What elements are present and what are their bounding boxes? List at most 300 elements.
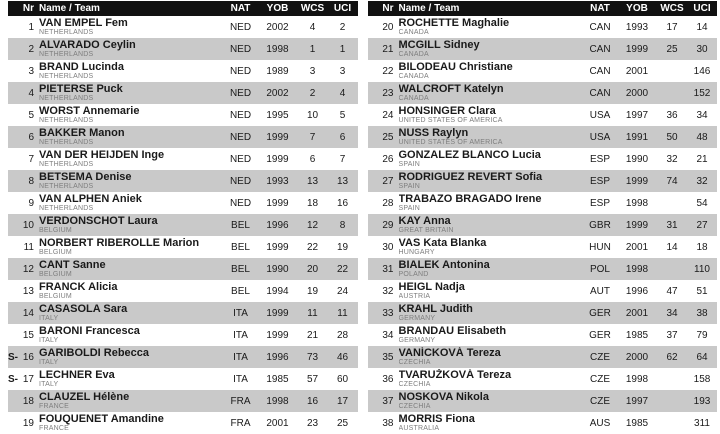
rider-name: VAN DER HEIJDEN Inge (39, 149, 165, 161)
rider-name-cell (394, 237, 584, 257)
table-row (8, 60, 358, 82)
rider-wcs-rank: 23 (306, 417, 319, 429)
rider-uci-rank: 27 (696, 219, 708, 231)
rider-wcs-rank: 36 (666, 109, 678, 121)
rider-uci-rank: 5 (339, 109, 346, 121)
rider-wcs-rank: 6 (309, 153, 316, 165)
rider-team: NETHERLANDS (39, 29, 94, 36)
rider-uci-rank: 64 (696, 351, 708, 363)
rider-uci-rank: 193 (693, 395, 711, 407)
rider-number-cell (8, 198, 34, 209)
rider-number-cell (8, 154, 34, 165)
start-list-table-left (8, 1, 358, 434)
rider-team: BELGIUM (39, 249, 72, 256)
rider-name: RODRIGUEZ REVERT Sofia (398, 171, 543, 183)
rider-number: 9 (28, 197, 34, 209)
rider-nationality: BEL (231, 219, 250, 231)
rider-uci-rank: 8 (339, 219, 346, 231)
rider-name: ROCHETTE Maghalie (398, 17, 510, 29)
rider-name-cell (394, 61, 584, 81)
rider-uci-rank: 11 (337, 307, 348, 319)
rider-name: HEIGL Nadja (398, 281, 465, 293)
rider-nationality: ESP (589, 153, 610, 165)
rider-uci-rank: 22 (336, 263, 349, 275)
rider-name-cell (394, 127, 584, 147)
rider-wcs-rank: 31 (666, 219, 678, 231)
rider-number-cell (8, 418, 34, 429)
rider-number: 34 (382, 329, 394, 341)
table-row (8, 126, 358, 148)
rider-number-cell (368, 308, 394, 319)
rider-name: BARONI Francesca (39, 325, 140, 337)
rider-year-of-birth: 1996 (625, 285, 649, 297)
rider-nationality: NED (229, 87, 252, 99)
rider-number: 36 (382, 373, 394, 385)
rider-wcs-rank: 2 (309, 87, 316, 99)
rider-wcs-rank: 11 (307, 307, 318, 319)
table-row (8, 280, 358, 302)
rider-number-cell (8, 88, 34, 99)
rider-name: MCGILL Sidney (398, 39, 480, 51)
rider-team: NETHERLANDS (39, 95, 94, 102)
rider-number: 35 (382, 351, 394, 363)
rider-number: 11 (23, 241, 34, 253)
rider-number: 29 (382, 219, 394, 231)
rider-team: NETHERLANDS (39, 51, 94, 58)
table-row (368, 280, 718, 302)
rider-team: CANADA (398, 73, 429, 80)
rider-number-cell (368, 286, 394, 297)
rider-uci-rank: 21 (696, 153, 708, 165)
rider-uci-rank: 17 (336, 395, 349, 407)
rider-name: HONSINGER Clara (398, 105, 496, 117)
rider-wcs-rank: 3 (309, 65, 316, 77)
rider-year-of-birth: 2001 (625, 241, 649, 253)
rider-name: FOUQUENET Amandine (39, 413, 164, 425)
rider-team: BELGIUM (39, 293, 72, 300)
rider-name-cell (34, 193, 224, 213)
rider-wcs-rank: 57 (306, 373, 319, 385)
rider-nationality: CZE (590, 373, 610, 385)
rider-uci-rank: 6 (339, 131, 346, 143)
rider-name: TRABAZO BRAGADO Irene (398, 193, 542, 205)
rider-uci-rank: 146 (693, 65, 711, 77)
rider-name: TVARUŽKOVÁ Tereza (398, 369, 512, 381)
rider-name-cell (34, 237, 224, 257)
table-row (8, 258, 358, 280)
rider-uci-rank: 158 (693, 373, 711, 385)
rider-name-cell (394, 281, 584, 301)
rider-nationality: AUT (590, 285, 610, 297)
rider-team: AUSTRALIA (398, 425, 440, 432)
rider-year-of-birth: 1994 (266, 285, 289, 297)
rider-name-cell (394, 325, 584, 345)
table-row (368, 390, 718, 412)
rider-name: KRAHL Judith (398, 303, 473, 315)
rider-number-cell (368, 176, 394, 187)
header-uci: UCI (693, 3, 711, 14)
rider-year-of-birth: 2001 (266, 417, 289, 429)
rider-team: CZECHIA (398, 381, 431, 388)
rider-number-cell (368, 396, 394, 407)
table-row (368, 104, 718, 126)
rider-year-of-birth: 1999 (266, 153, 289, 165)
rider-uci-rank: 38 (696, 307, 708, 319)
rider-name: LECHNER Eva (39, 369, 115, 381)
rider-year-of-birth: 1999 (625, 219, 649, 231)
rider-year-of-birth: 1993 (266, 175, 289, 187)
header-nat: NAT (230, 3, 251, 14)
rider-number: 12 (22, 263, 34, 275)
rider-nationality: NED (229, 131, 252, 143)
rider-number: 16 (22, 351, 34, 363)
rider-year-of-birth: 1991 (625, 131, 649, 143)
header-name-team: Name / Team (39, 3, 100, 14)
rider-wcs-rank: 20 (306, 263, 319, 275)
rider-team: GERMANY (398, 337, 436, 344)
rider-name: NOSKOVA Nikola (398, 391, 489, 403)
rider-number-cell (8, 396, 34, 407)
rider-team: ITALY (39, 315, 59, 322)
rider-uci-rank: 79 (696, 329, 708, 341)
rider-name: VAN EMPEL Fem (39, 17, 128, 29)
rider-number: 32 (382, 285, 394, 297)
rider-year-of-birth: 1985 (625, 329, 649, 341)
table-row (368, 60, 718, 82)
rider-name-cell (34, 259, 224, 279)
rider-uci-rank: 25 (336, 417, 349, 429)
rider-nationality: GER (589, 329, 611, 341)
rider-number-cell (368, 44, 394, 55)
rider-year-of-birth: 2000 (625, 351, 649, 363)
rider-year-of-birth: 1999 (625, 43, 649, 55)
header-nat: NAT (590, 3, 610, 14)
rider-year-of-birth: 2000 (625, 87, 649, 99)
table-row (8, 412, 358, 434)
rider-number-cell (8, 220, 34, 231)
rider-number-cell (8, 308, 34, 319)
rider-name: VAS Kata Blanka (398, 237, 487, 249)
rider-name: BILODEAU Christiane (398, 61, 513, 73)
rider-name: CANT Sanne (39, 259, 106, 271)
rider-uci-rank: 3 (339, 65, 346, 77)
rider-team: SPAIN (398, 183, 420, 190)
rider-nationality: NED (229, 43, 252, 55)
rider-nationality: FRA (230, 395, 251, 407)
rider-wcs-rank: 34 (666, 307, 678, 319)
rider-year-of-birth: 1990 (625, 153, 649, 165)
rider-nationality: AUS (589, 417, 611, 429)
rider-name: GONZALEZ BLANCO Lucia (398, 149, 541, 161)
rider-number-cell (368, 198, 394, 209)
rider-number: 28 (382, 197, 394, 209)
header-wcs: WCS (300, 3, 325, 14)
rider-number-cell (368, 110, 394, 121)
rider-name: KAY Anna (398, 215, 451, 227)
rider-year-of-birth: 1985 (266, 373, 289, 385)
rider-year-of-birth: 2001 (625, 307, 649, 319)
rider-team: ITALY (39, 381, 59, 388)
rider-year-of-birth: 2002 (266, 87, 289, 99)
table-row (368, 346, 718, 368)
rider-number: 13 (22, 285, 34, 297)
rider-number-cell (368, 66, 394, 77)
rider-name-cell (34, 215, 224, 235)
rider-year-of-birth: 1996 (266, 351, 289, 363)
rider-nationality: FRA (230, 417, 251, 429)
table-row (368, 412, 718, 434)
rider-name-cell (394, 369, 584, 389)
rider-name: CASASOLA Sara (39, 303, 128, 315)
rider-nationality: BEL (231, 285, 250, 297)
rider-number-cell (8, 44, 34, 55)
rider-number-cell (368, 264, 394, 275)
rider-wcs-rank: 14 (666, 241, 678, 253)
rider-wcs-rank: 4 (309, 21, 316, 33)
rider-name-cell (394, 83, 584, 103)
rider-year-of-birth: 2002 (266, 21, 289, 33)
rider-team: FRANCE (39, 425, 69, 432)
rider-number-cell (8, 330, 34, 341)
rider-nationality: CAN (589, 43, 611, 55)
rider-wcs-rank: 37 (666, 329, 678, 341)
rider-team: UNITED STATES OF AMERICA (398, 139, 503, 146)
rider-number-cell (368, 330, 394, 341)
rider-name: NUSS Raylyn (398, 127, 469, 139)
rider-number: 15 (22, 329, 34, 341)
rider-name-cell (34, 325, 224, 345)
table-row (8, 38, 358, 60)
rider-year-of-birth: 1999 (266, 131, 289, 143)
rider-nationality: ITA (233, 351, 248, 363)
header-uci: UCI (333, 3, 352, 14)
rider-number: 23 (382, 87, 394, 99)
rider-number-cell (8, 110, 34, 121)
rider-year-of-birth: 1999 (625, 175, 649, 187)
rider-name-cell (394, 303, 584, 323)
rider-team: NETHERLANDS (39, 73, 94, 80)
rider-year-of-birth: 1998 (266, 395, 289, 407)
rider-number-cell (368, 22, 394, 33)
rider-name-cell (34, 391, 224, 411)
table-row (368, 236, 718, 258)
rider-wcs-rank: 25 (666, 43, 678, 55)
rider-year-of-birth: 1998 (266, 43, 289, 55)
rider-number: 24 (382, 109, 394, 121)
rider-name-cell (34, 171, 224, 191)
rider-wcs-rank: 19 (306, 285, 319, 297)
rider-name: VAN ALPHEN Aniek (39, 193, 142, 205)
rider-nationality: ITA (233, 329, 248, 341)
rider-uci-rank: 32 (696, 175, 708, 187)
rider-year-of-birth: 1997 (625, 395, 649, 407)
rider-nationality: POL (589, 263, 610, 275)
rider-uci-rank: 7 (339, 153, 346, 165)
rider-team: CANADA (398, 51, 429, 58)
rider-nationality: CZE (590, 395, 610, 407)
rider-team: NETHERLANDS (39, 183, 94, 190)
rider-number: 18 (22, 395, 34, 407)
rider-year-of-birth: 1999 (266, 329, 289, 341)
rider-name: GARIBOLDI Rebecca (39, 347, 150, 359)
table-row (8, 346, 358, 368)
rider-number: 8 (28, 175, 34, 187)
rider-number-cell (8, 374, 34, 385)
rider-name-cell (394, 149, 584, 169)
rider-wcs-rank: 74 (666, 175, 678, 187)
table-row (368, 214, 718, 236)
rider-number-cell (8, 352, 34, 363)
rider-wcs-rank: 22 (306, 241, 319, 253)
rider-year-of-birth: 1990 (266, 263, 289, 275)
rider-uci-rank: 60 (336, 373, 349, 385)
rider-number-cell (8, 176, 34, 187)
rider-number-cell (8, 264, 34, 275)
rider-nationality: NED (229, 109, 252, 121)
rider-year-of-birth: 1985 (625, 417, 649, 429)
rider-nationality: NED (229, 153, 252, 165)
rider-name-cell (34, 105, 224, 125)
table-row (8, 214, 358, 236)
rider-number: 10 (22, 219, 34, 231)
rider-wcs-rank: 21 (306, 329, 319, 341)
rider-wcs-rank: 73 (306, 351, 319, 363)
rider-team: NETHERLANDS (39, 117, 94, 124)
table-row (8, 324, 358, 346)
table-row (8, 302, 358, 324)
rider-team: NETHERLANDS (39, 205, 94, 212)
rider-year-of-birth: 1995 (266, 109, 289, 121)
rider-uci-rank: 28 (336, 329, 349, 341)
rider-year-of-birth: 1993 (625, 21, 649, 33)
rider-number: 26 (382, 153, 394, 165)
rider-wcs-rank: 13 (306, 175, 319, 187)
rider-nationality: GBR (589, 219, 611, 231)
rider-number: 33 (382, 307, 394, 319)
rider-number: 31 (382, 263, 394, 275)
rider-uci-rank: 24 (336, 285, 349, 297)
rider-number-cell (8, 22, 34, 33)
rider-name: PIETERSE Puck (39, 83, 123, 95)
rider-team: POLAND (398, 271, 429, 278)
rider-nationality: CAN (589, 87, 611, 99)
rider-number: 7 (28, 153, 34, 165)
rider-number: 27 (382, 175, 394, 187)
rider-name-cell (34, 413, 224, 433)
rider-name: BETSEMA Denise (39, 171, 132, 183)
rider-team: UNITED STATES OF AMERICA (398, 117, 503, 124)
rider-name-cell (34, 17, 224, 37)
rider-name-cell (34, 281, 224, 301)
rider-wcs-rank: 62 (666, 351, 678, 363)
rider-name-cell (394, 39, 584, 59)
table-row (8, 82, 358, 104)
rider-name-cell (394, 347, 584, 367)
rider-name-cell (394, 215, 584, 235)
table-row (368, 82, 718, 104)
rider-name: BAKKER Manon (39, 127, 125, 139)
rider-uci-rank: 16 (336, 197, 349, 209)
rider-team: CZECHIA (398, 403, 431, 410)
header-yob: YOB (266, 3, 289, 14)
table-body (8, 16, 358, 434)
rider-nationality: CZE (590, 351, 610, 363)
rider-nationality: NED (229, 21, 252, 33)
rider-uci-rank: 30 (696, 43, 708, 55)
rider-nationality: USA (589, 131, 611, 143)
rider-uci-rank: 19 (336, 241, 349, 253)
rider-nationality: CAN (589, 65, 611, 77)
rider-name: ALVARADO Ceylin (39, 39, 136, 51)
rider-team: CZECHIA (398, 359, 431, 366)
rider-number-cell (8, 132, 34, 143)
rider-team: ITALY (39, 337, 59, 344)
rider-nationality: ESP (589, 175, 610, 187)
rider-number-cell (368, 220, 394, 231)
rider-number: 19 (22, 417, 34, 429)
rider-nationality: GER (589, 307, 611, 319)
table-row (8, 192, 358, 214)
rider-number-cell (8, 286, 34, 297)
rider-wcs-rank: 16 (306, 395, 319, 407)
rider-name-cell (394, 105, 584, 125)
table-row (368, 258, 718, 280)
rider-name: FRANCK Alicia (39, 281, 118, 293)
rider-number-cell (368, 352, 394, 363)
rider-team: NETHERLANDS (39, 161, 94, 168)
rider-nationality: NED (229, 175, 252, 187)
rider-uci-rank: 46 (336, 351, 349, 363)
rider-name: MORRIS Fiona (398, 413, 475, 425)
rider-name-cell (394, 259, 584, 279)
rider-uci-rank: 1 (339, 43, 346, 55)
rider-team: SPAIN (398, 205, 420, 212)
rider-name-cell (34, 303, 224, 323)
header-nr: Nr (382, 3, 394, 14)
table-row (8, 16, 358, 38)
rider-year-of-birth: 1998 (625, 263, 649, 275)
rider-number: 21 (382, 43, 394, 55)
rider-number: 6 (28, 131, 34, 143)
rider-year-of-birth: 1999 (266, 241, 289, 253)
rider-number: 3 (28, 65, 34, 77)
rider-year-of-birth: 1997 (625, 109, 649, 121)
rider-number: 38 (382, 417, 394, 429)
rider-team: FRANCE (39, 403, 69, 410)
rider-year-of-birth: 2001 (625, 65, 649, 77)
rider-name-cell (394, 193, 584, 213)
rider-nationality: BEL (231, 241, 250, 253)
table-row (368, 192, 718, 214)
rider-number-cell (8, 242, 34, 253)
rider-name-cell (394, 17, 584, 37)
rider-name-cell (394, 171, 584, 191)
table-header (368, 1, 718, 16)
rider-year-of-birth: 1996 (266, 219, 289, 231)
rider-number-cell (368, 154, 394, 165)
table-row (368, 324, 718, 346)
rider-wcs-rank: 12 (306, 219, 319, 231)
rider-team: CANADA (398, 29, 429, 36)
rider-team: ITALY (39, 359, 59, 366)
header-wcs: WCS (660, 3, 684, 14)
rider-wcs-rank: 50 (666, 131, 678, 143)
series-prefix: S- (8, 351, 18, 363)
rider-name: VANÍCKOVÁ Tereza (398, 347, 501, 359)
rider-uci-rank: 13 (336, 175, 349, 187)
rider-name-cell (34, 83, 224, 103)
rider-uci-rank: 152 (693, 87, 711, 99)
